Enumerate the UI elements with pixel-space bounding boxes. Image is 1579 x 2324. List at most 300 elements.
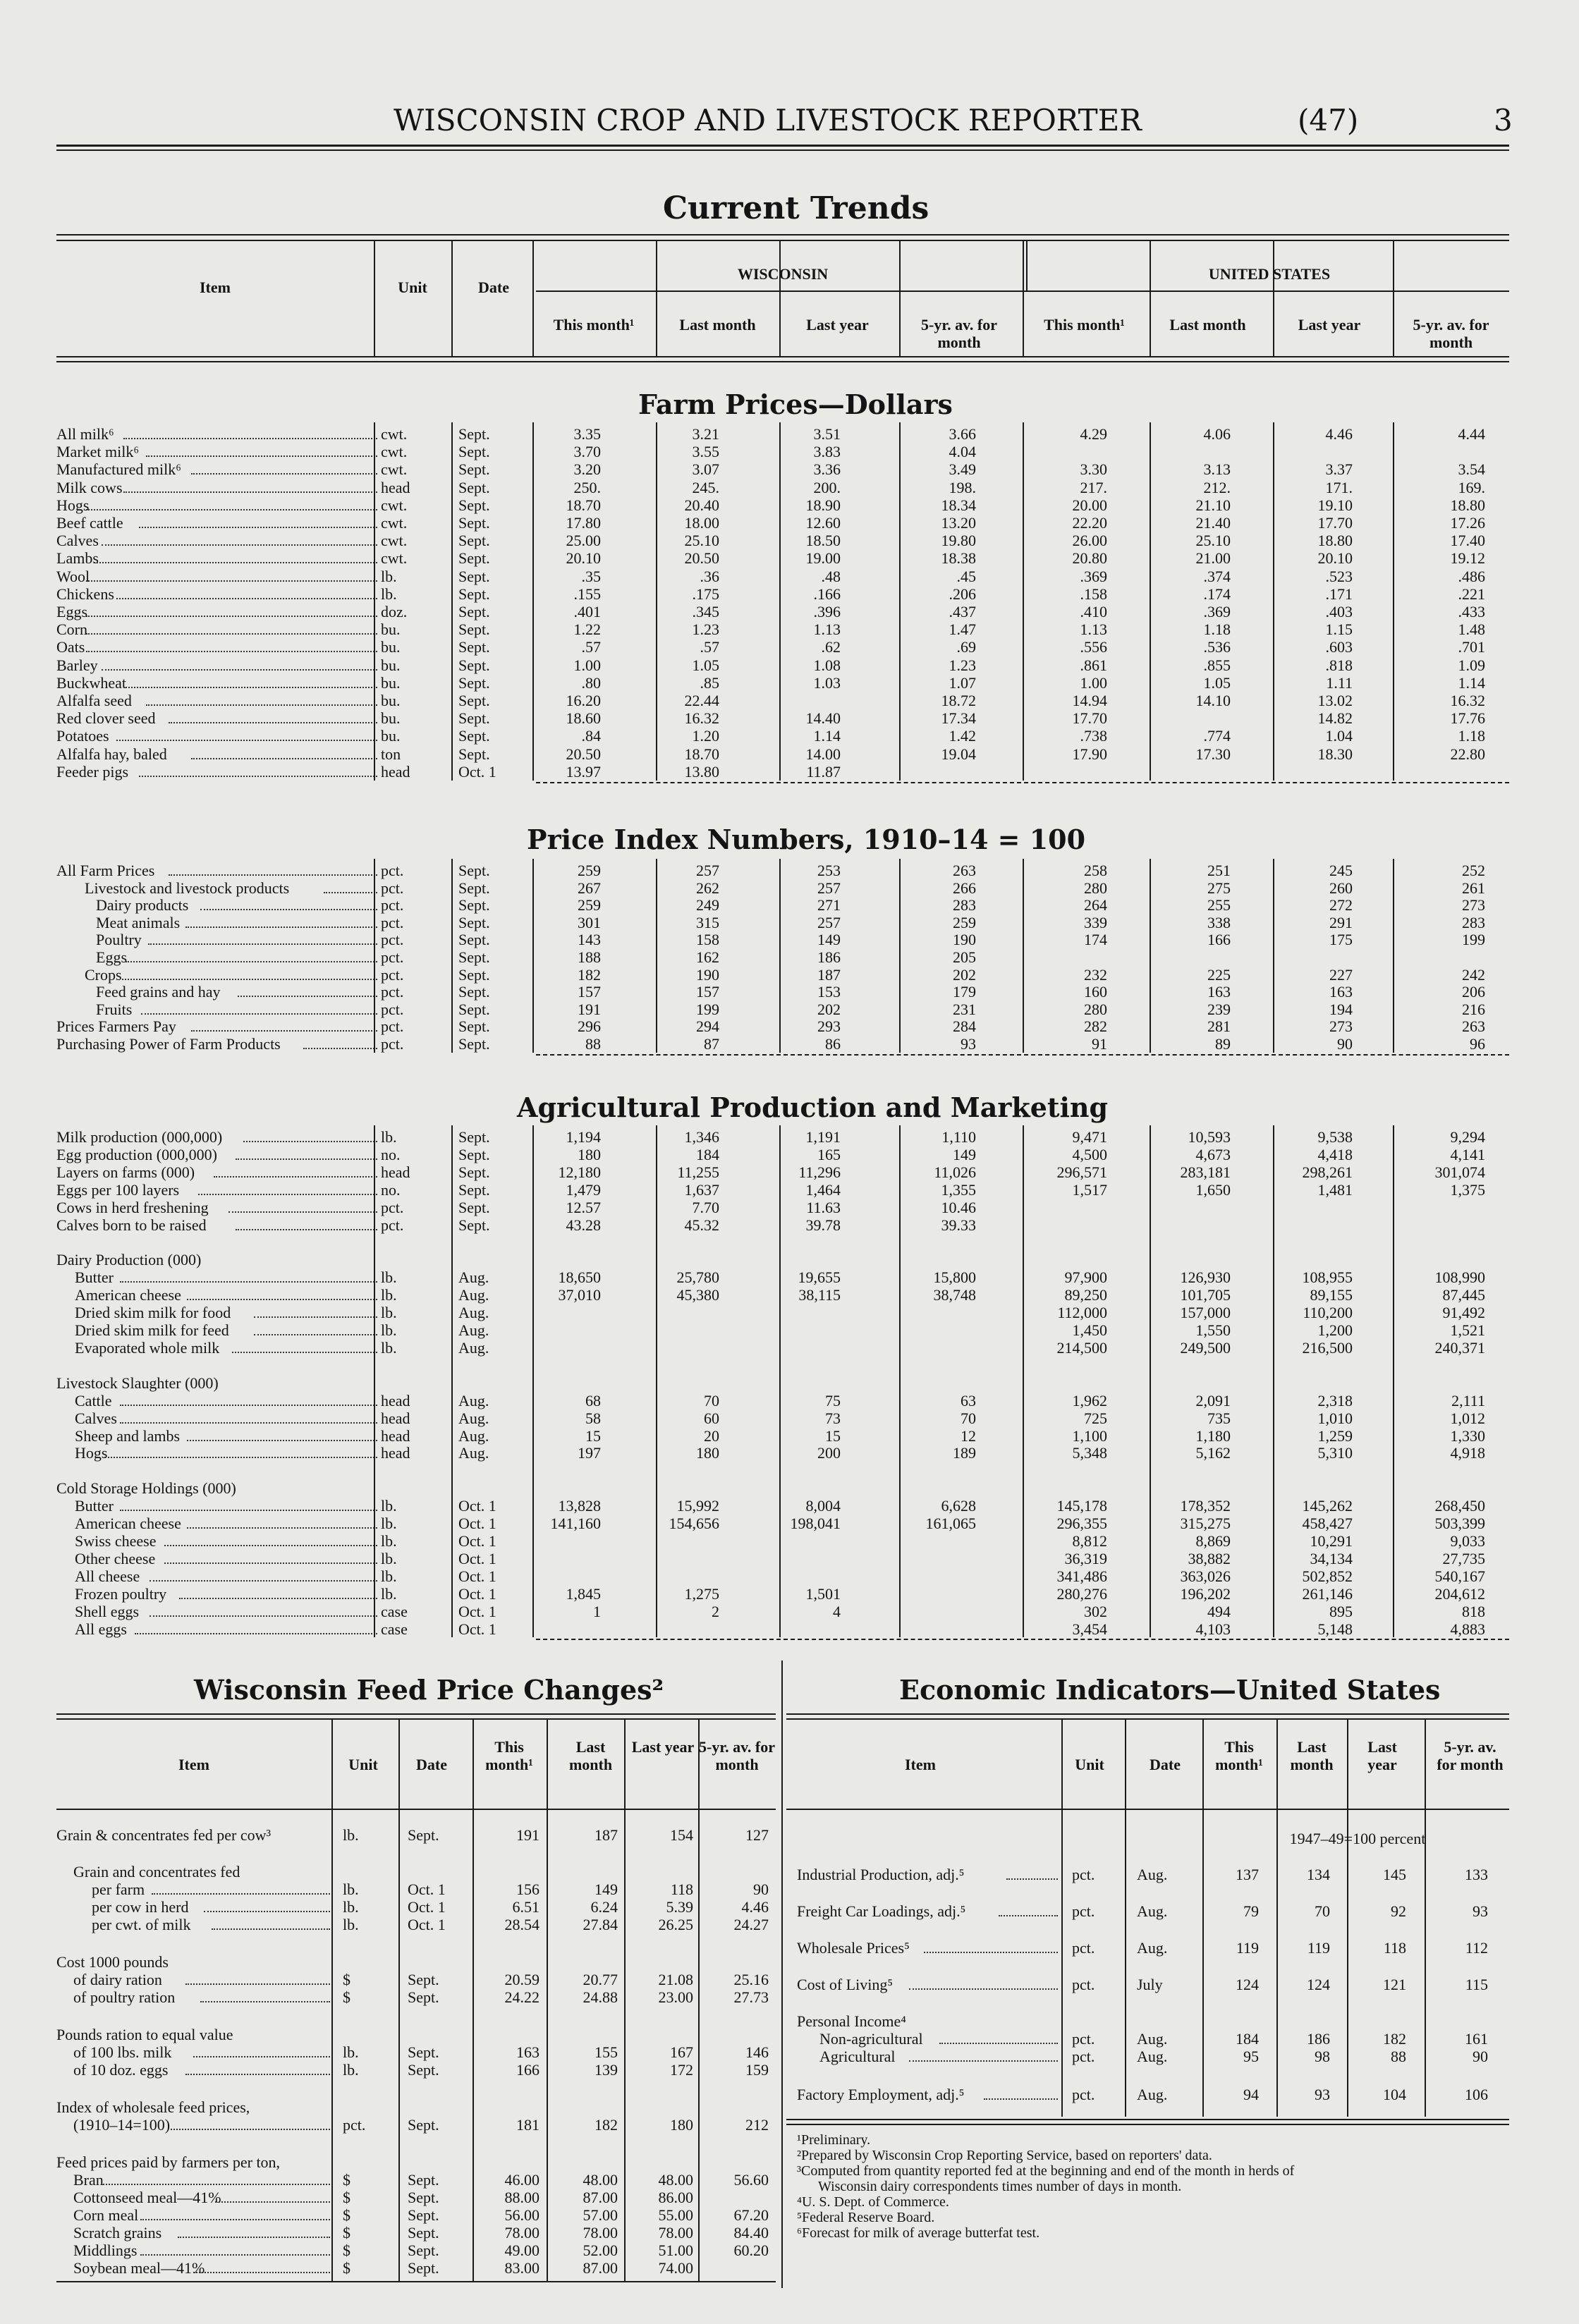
leader-dots bbox=[939, 2043, 1058, 2044]
row-value: 735 bbox=[1207, 1409, 1231, 1427]
row-date: Sept. bbox=[458, 496, 490, 514]
row-unit: lb. bbox=[381, 1497, 397, 1515]
row-value: 249,500 bbox=[1180, 1338, 1231, 1357]
leader-dots bbox=[164, 1545, 377, 1546]
rule bbox=[331, 1718, 333, 2281]
row-value: 68 bbox=[585, 1391, 601, 1409]
row-value: 20.50 bbox=[566, 745, 601, 763]
row-value: .48 bbox=[821, 567, 841, 585]
row-value: 149 bbox=[953, 1145, 976, 1163]
footnote: Wisconsin dairy correspondents times number of days in month. bbox=[818, 2179, 1182, 2194]
feed-row-label: Grain and concentrates fed bbox=[73, 1863, 240, 1880]
feed-row-date: Sept. bbox=[408, 2116, 439, 2134]
rule bbox=[374, 859, 375, 1053]
row-value: 22.20 bbox=[1072, 514, 1107, 532]
row-label: Butter bbox=[75, 1497, 114, 1515]
col-last-month: Last month bbox=[679, 316, 756, 334]
row-value: 3.13 bbox=[1203, 460, 1231, 479]
row-unit: pct. bbox=[381, 965, 404, 984]
feed-row-label: Index of wholesale feed prices, bbox=[56, 2098, 250, 2116]
row-value: 21.40 bbox=[1195, 514, 1231, 532]
row-value: 1,650 bbox=[1195, 1180, 1231, 1199]
row-value: 275 bbox=[1207, 879, 1231, 897]
row-date: Oct. 1 bbox=[458, 1497, 496, 1515]
row-value: 253 bbox=[817, 862, 841, 879]
feed-row-date: Sept. bbox=[408, 1988, 439, 2006]
feed-row-value: 21.08 bbox=[658, 1971, 693, 1988]
rule bbox=[536, 782, 1509, 783]
feed-row-label: of 100 lbs. milk bbox=[73, 2043, 172, 2061]
row-value: 17.70 bbox=[1072, 709, 1107, 728]
econ-col-header: 5-yr. av. for month bbox=[1437, 1738, 1504, 1774]
rule bbox=[451, 1125, 453, 1637]
row-value: .738 bbox=[1080, 727, 1107, 745]
econ-row-value: 119 bbox=[1236, 1939, 1259, 1957]
col-date: Date bbox=[478, 279, 509, 296]
row-value: 91 bbox=[1092, 1035, 1107, 1053]
row-value: .437 bbox=[949, 603, 976, 620]
row-value: 60 bbox=[704, 1409, 719, 1427]
row-value: 1,346 bbox=[684, 1128, 719, 1146]
econ-col-header: Unit bbox=[1075, 1756, 1104, 1773]
econ-row-value: 115 bbox=[1465, 1976, 1488, 1993]
row-label: Butter bbox=[75, 1268, 114, 1287]
row-value: 10,593 bbox=[1188, 1128, 1231, 1146]
rule bbox=[779, 422, 781, 781]
row-unit: lb. bbox=[381, 1549, 397, 1567]
rule bbox=[899, 1125, 901, 1637]
row-date: Sept. bbox=[458, 443, 490, 461]
row-value: 16.32 bbox=[1450, 692, 1485, 709]
row-value: 1,259 bbox=[1317, 1426, 1353, 1445]
row-value: .603 bbox=[1325, 638, 1353, 656]
row-value: 8,869 bbox=[1195, 1532, 1231, 1550]
row-value: .855 bbox=[1203, 656, 1231, 674]
leader-dots bbox=[179, 1598, 377, 1599]
rule bbox=[781, 1661, 783, 2288]
row-value: 494 bbox=[1207, 1602, 1231, 1620]
row-value: 502,852 bbox=[1302, 1567, 1353, 1585]
row-label: Livestock and livestock products bbox=[85, 879, 290, 897]
econ-row-date: Aug. bbox=[1137, 2086, 1168, 2103]
row-value: 257 bbox=[817, 879, 841, 897]
econ-row-value: 94 bbox=[1243, 2086, 1259, 2103]
row-value: 280 bbox=[1084, 1000, 1107, 1018]
row-value: 259 bbox=[578, 896, 601, 915]
row-value: 180 bbox=[696, 1444, 719, 1462]
row-unit: lb. bbox=[381, 1268, 397, 1287]
row-label: All Farm Prices bbox=[56, 862, 155, 879]
row-value: 225 bbox=[1207, 965, 1231, 984]
row-date: Oct. 1 bbox=[458, 1515, 496, 1533]
row-value: 273 bbox=[1329, 1017, 1353, 1036]
row-date: Oct. 1 bbox=[458, 1620, 496, 1638]
econ-row-unit: pct. bbox=[1072, 2030, 1095, 2048]
row-value: 161,065 bbox=[925, 1515, 976, 1533]
leader-dots bbox=[150, 1615, 377, 1617]
row-value: 1,330 bbox=[1450, 1426, 1485, 1445]
row-value: 257 bbox=[817, 913, 841, 931]
row-label: Fruits bbox=[96, 1000, 133, 1018]
econ-row-value: 106 bbox=[1465, 2086, 1488, 2103]
feed-row-value: 78.00 bbox=[583, 2224, 618, 2242]
row-value: 75 bbox=[825, 1391, 841, 1409]
row-label: Calves born to be raised bbox=[56, 1216, 207, 1234]
leader-dots bbox=[191, 758, 377, 759]
footnote: ⁵Federal Reserve Board. bbox=[797, 2210, 935, 2225]
leader-dots bbox=[94, 562, 377, 563]
rule bbox=[899, 422, 901, 781]
feed-row-value: 5.39 bbox=[666, 1898, 693, 1916]
row-value: 339 bbox=[1084, 913, 1107, 931]
row-value: 112,000 bbox=[1057, 1304, 1107, 1322]
row-unit: case bbox=[381, 1620, 408, 1638]
rule bbox=[1273, 1125, 1274, 1637]
econ-row-unit: pct. bbox=[1072, 1866, 1095, 1883]
row-value: 149 bbox=[817, 931, 841, 949]
row-date: Sept. bbox=[458, 656, 490, 674]
row-value: 18.30 bbox=[1317, 745, 1353, 763]
feed-row-value: 154 bbox=[670, 1826, 693, 1844]
row-date: Sept. bbox=[458, 478, 490, 496]
row-value: .158 bbox=[1080, 585, 1107, 603]
econ-col-header: Date bbox=[1150, 1756, 1181, 1773]
row-value: .401 bbox=[573, 603, 601, 620]
row-value: 258 bbox=[1084, 862, 1107, 879]
rule bbox=[374, 1125, 375, 1637]
row-unit: no. bbox=[381, 1145, 401, 1163]
row-value: 20.40 bbox=[684, 496, 719, 514]
row-unit: pct. bbox=[381, 931, 404, 949]
feed-row-value: 48.00 bbox=[583, 2171, 618, 2189]
leader-dots bbox=[120, 1510, 377, 1511]
rule bbox=[532, 1125, 534, 1637]
feed-col-header: 5-yr. av. for month bbox=[699, 1738, 775, 1774]
leader-dots bbox=[232, 1352, 377, 1353]
rule bbox=[1150, 859, 1151, 1053]
feed-row-value: 51.00 bbox=[658, 2242, 693, 2259]
row-value: 17.70 bbox=[1317, 514, 1353, 532]
econ-row-unit: pct. bbox=[1072, 1976, 1095, 1993]
row-value: 259 bbox=[578, 862, 601, 879]
row-label: Hogs bbox=[75, 1444, 108, 1462]
row-unit: case bbox=[381, 1602, 408, 1620]
row-value: .369 bbox=[1080, 567, 1107, 585]
row-value: 91,492 bbox=[1442, 1304, 1485, 1322]
row-value: 96 bbox=[1470, 1035, 1485, 1053]
leader-dots bbox=[924, 1952, 1058, 1953]
row-value: 9,471 bbox=[1072, 1128, 1107, 1146]
feed-row-value: 191 bbox=[516, 1826, 539, 1844]
rule bbox=[451, 422, 453, 781]
row-value: 18.60 bbox=[566, 709, 601, 728]
row-value: 6,628 bbox=[941, 1497, 976, 1515]
rule bbox=[1125, 1718, 1126, 2117]
row-value: 25,780 bbox=[676, 1268, 719, 1287]
feed-row-value: 52.00 bbox=[583, 2242, 618, 2259]
row-value: 4.29 bbox=[1080, 425, 1107, 443]
econ-row-value: 79 bbox=[1243, 1902, 1259, 1920]
row-value: 5,310 bbox=[1317, 1444, 1353, 1462]
row-value: .57 bbox=[581, 638, 601, 656]
feed-row-value: 88.00 bbox=[504, 2189, 539, 2206]
row-label: Purchasing Power of Farm Products bbox=[56, 1035, 281, 1053]
row-value: 160 bbox=[1084, 983, 1107, 1001]
row-date: Sept. bbox=[458, 948, 490, 966]
row-unit: lb. bbox=[381, 567, 397, 585]
feed-row-date: Sept. bbox=[408, 2242, 439, 2259]
row-value: 22.44 bbox=[684, 692, 719, 709]
leader-dots bbox=[324, 892, 377, 893]
row-unit: lb. bbox=[381, 1321, 397, 1339]
row-value: 126,930 bbox=[1180, 1268, 1231, 1287]
row-value: .171 bbox=[1325, 585, 1353, 603]
row-unit: bu. bbox=[381, 656, 401, 674]
leader-dots bbox=[185, 1983, 330, 1985]
row-date: Sept. bbox=[458, 709, 490, 728]
rule bbox=[786, 1713, 1509, 1715]
row-value: 39.78 bbox=[805, 1216, 841, 1234]
econ-col-header: Last month bbox=[1290, 1738, 1334, 1774]
econ-row-label: Non-agricultural bbox=[819, 2030, 923, 2048]
row-unit: lb. bbox=[381, 1338, 397, 1357]
econ-row-value: 104 bbox=[1383, 2086, 1406, 2103]
feed-row-unit: $ bbox=[343, 2242, 350, 2259]
row-value: 263 bbox=[1462, 1017, 1485, 1036]
row-value: 341,486 bbox=[1056, 1567, 1107, 1585]
row-value: 1,375 bbox=[1450, 1180, 1485, 1199]
leader-dots bbox=[178, 2237, 330, 2238]
econ-row-value: 121 bbox=[1383, 1976, 1406, 1993]
row-label: Milk cows bbox=[56, 478, 123, 496]
econ-row-date: Aug. bbox=[1137, 1939, 1168, 1957]
leader-dots bbox=[984, 2098, 1058, 2100]
row-value: 3,454 bbox=[1072, 1620, 1107, 1638]
row-value: 1,275 bbox=[684, 1584, 719, 1603]
row-value: 1.13 bbox=[1080, 620, 1107, 639]
row-label: Chickens bbox=[56, 585, 114, 603]
row-value: .57 bbox=[700, 638, 719, 656]
row-unit: pct. bbox=[381, 896, 404, 915]
feed-row-label: of dairy ration bbox=[73, 1971, 162, 1988]
row-label: American cheese bbox=[75, 1286, 181, 1304]
row-unit: lb. bbox=[381, 1304, 397, 1322]
row-label: Meat animals bbox=[96, 913, 181, 931]
row-value: 2,318 bbox=[1317, 1391, 1353, 1409]
row-value: 1,464 bbox=[805, 1180, 841, 1199]
row-value: 20.00 bbox=[1072, 496, 1107, 514]
feed-row-value: 48.00 bbox=[658, 2171, 693, 2189]
row-value: .85 bbox=[700, 673, 719, 692]
row-unit: pct. bbox=[381, 913, 404, 931]
row-value: .166 bbox=[813, 585, 841, 603]
row-value: 175 bbox=[1329, 931, 1353, 949]
footnote: ⁴U. S. Dept. of Commerce. bbox=[797, 2194, 949, 2210]
row-value: 2,111 bbox=[1451, 1391, 1485, 1409]
col-five-yr: 5-yr. av. for month bbox=[1413, 316, 1489, 352]
feed-row-value: 74.00 bbox=[658, 2259, 693, 2277]
row-value: 18.80 bbox=[1317, 532, 1353, 550]
econ-row-date: July bbox=[1137, 1976, 1163, 1993]
feed-row-date: Oct. 1 bbox=[408, 1916, 446, 1933]
econ-row-label: Wholesale Prices⁵ bbox=[797, 1939, 910, 1957]
feed-row-value: 24.88 bbox=[583, 1988, 618, 2006]
rule bbox=[1393, 241, 1394, 356]
rule bbox=[1061, 1718, 1063, 2117]
row-value: 145,178 bbox=[1056, 1497, 1107, 1515]
page-header-issue: (47) bbox=[1298, 103, 1359, 137]
row-label: Swiss cheese bbox=[75, 1532, 157, 1550]
econ-row-value: 184 bbox=[1236, 2030, 1259, 2048]
row-value: 15 bbox=[825, 1426, 841, 1445]
row-label: Beef cattle bbox=[56, 514, 123, 532]
row-unit: cwt. bbox=[381, 549, 408, 568]
feed-row-unit: $ bbox=[343, 2259, 350, 2277]
row-label: Dairy products bbox=[96, 896, 189, 915]
row-date: Oct. 1 bbox=[458, 1532, 496, 1550]
row-value: 261 bbox=[1462, 879, 1485, 897]
row-value: 13.02 bbox=[1317, 692, 1353, 709]
row-value: 70 bbox=[704, 1391, 719, 1409]
rule bbox=[1150, 241, 1151, 356]
econ-row-value: 124 bbox=[1307, 1976, 1330, 1993]
row-label: All eggs bbox=[75, 1620, 127, 1638]
row-unit: cwt. bbox=[381, 460, 408, 479]
feed-col-header: Last year bbox=[631, 1738, 695, 1756]
feed-row-unit: $ bbox=[343, 2189, 350, 2206]
feed-row-label: Soybean meal—41% bbox=[73, 2259, 205, 2277]
leader-dots bbox=[116, 740, 377, 741]
row-value: 190 bbox=[953, 931, 976, 949]
feed-row-value: 27.84 bbox=[583, 1916, 618, 1933]
row-value: 1.04 bbox=[1325, 727, 1353, 745]
leader-dots bbox=[123, 687, 377, 688]
row-value: 3.36 bbox=[813, 460, 841, 479]
row-label: Potatoes bbox=[56, 727, 109, 745]
row-value: 199 bbox=[696, 1000, 719, 1018]
row-value: 18.38 bbox=[941, 549, 976, 568]
row-value: 38,882 bbox=[1188, 1549, 1231, 1567]
row-label: Alfalfa seed bbox=[56, 692, 132, 709]
row-value: 3.07 bbox=[692, 460, 719, 479]
rule bbox=[786, 2124, 1509, 2125]
col-unit: Unit bbox=[398, 279, 427, 296]
row-unit: lb. bbox=[381, 1532, 397, 1550]
col-last-year: Last year bbox=[806, 316, 869, 334]
feed-row-value: 149 bbox=[595, 1880, 618, 1898]
row-value: 19,655 bbox=[798, 1268, 841, 1287]
rule bbox=[1273, 422, 1274, 781]
footnote: ³Computed from quantity reported fed at the beginning and end of the month in herds of bbox=[797, 2163, 1295, 2179]
feed-row-value: 155 bbox=[595, 2043, 618, 2061]
row-value: 25.10 bbox=[1195, 532, 1231, 550]
feed-row-value: 84.40 bbox=[733, 2224, 769, 2242]
row-date: Sept. bbox=[458, 567, 490, 585]
row-value: 301,074 bbox=[1434, 1163, 1485, 1181]
rule bbox=[451, 859, 453, 1053]
rule bbox=[656, 859, 657, 1053]
row-value: 206 bbox=[1462, 983, 1485, 1001]
feed-row-value: 187 bbox=[595, 1826, 618, 1844]
feed-row-value: 166 bbox=[516, 2061, 539, 2079]
row-value: 283 bbox=[953, 896, 976, 915]
row-value: 1,012 bbox=[1450, 1409, 1485, 1427]
row-value: 262 bbox=[696, 879, 719, 897]
row-value: 1.14 bbox=[813, 727, 841, 745]
row-value: 200 bbox=[817, 1444, 841, 1462]
feed-row-value: 156 bbox=[516, 1880, 539, 1898]
row-value: 73 bbox=[825, 1409, 841, 1427]
row-value: 89,155 bbox=[1310, 1286, 1353, 1304]
row-label: Feeder pigs bbox=[56, 762, 129, 781]
row-value: 169. bbox=[1458, 478, 1485, 496]
row-value: 191 bbox=[578, 1000, 601, 1018]
row-date: Sept. bbox=[458, 585, 490, 603]
feed-col-header: Last month bbox=[568, 1738, 613, 1774]
row-value: 7.70 bbox=[692, 1198, 719, 1216]
feed-row-label: of 10 doz. eggs bbox=[73, 2061, 169, 2079]
row-date: Aug. bbox=[458, 1338, 489, 1357]
econ-row-date: Aug. bbox=[1137, 1866, 1168, 1883]
row-value: 188 bbox=[578, 948, 601, 966]
feed-row-value: 212 bbox=[745, 2116, 769, 2134]
econ-row-value: 186 bbox=[1307, 2030, 1330, 2048]
row-value: 19.00 bbox=[805, 549, 841, 568]
row-value: 4,883 bbox=[1450, 1620, 1485, 1638]
econ-row-label: Freight Car Loadings, adj.⁵ bbox=[797, 1902, 966, 1920]
row-label: Alfalfa hay, baled bbox=[56, 745, 167, 763]
row-unit: no. bbox=[381, 1180, 401, 1199]
row-value: 4.06 bbox=[1203, 425, 1231, 443]
row-value: 260 bbox=[1329, 879, 1353, 897]
row-label: Cows in herd freshening bbox=[56, 1198, 209, 1216]
row-value: 19.10 bbox=[1317, 496, 1353, 514]
rule bbox=[56, 1713, 776, 1715]
page-header-title: WISCONSIN CROP AND LIVESTOCK REPORTER bbox=[394, 103, 1142, 137]
row-value: 4.46 bbox=[1325, 425, 1353, 443]
feed-row-label: Middlings bbox=[73, 2242, 138, 2259]
rule bbox=[1273, 859, 1274, 1053]
row-value: .818 bbox=[1325, 656, 1353, 674]
leader-dots bbox=[187, 1440, 377, 1441]
row-value: 11,255 bbox=[677, 1163, 719, 1181]
row-value: 200. bbox=[813, 478, 841, 496]
row-label: Lambs bbox=[56, 549, 99, 568]
feed-row-unit: lb. bbox=[343, 2043, 359, 2061]
row-value: .396 bbox=[813, 603, 841, 620]
row-value: 158 bbox=[696, 931, 719, 949]
row-value: 178,352 bbox=[1180, 1497, 1231, 1515]
row-unit: cwt. bbox=[381, 514, 408, 532]
row-value: 280,276 bbox=[1056, 1584, 1107, 1603]
leader-dots bbox=[200, 2001, 330, 2002]
rule bbox=[779, 1125, 781, 1637]
row-value: 9,033 bbox=[1450, 1532, 1485, 1550]
row-value: 1.14 bbox=[1458, 673, 1485, 692]
econ-row-value: 95 bbox=[1243, 2048, 1259, 2065]
feed-row-date: Oct. 1 bbox=[408, 1880, 446, 1898]
row-label: Eggs bbox=[96, 948, 127, 966]
row-value: 1,550 bbox=[1195, 1321, 1231, 1339]
feed-row-value: 28.54 bbox=[504, 1916, 539, 1933]
row-value: 5,348 bbox=[1072, 1444, 1107, 1462]
row-value: 214,500 bbox=[1056, 1338, 1107, 1357]
feed-row-value: 180 bbox=[670, 2116, 693, 2134]
row-value: 89,250 bbox=[1064, 1286, 1107, 1304]
row-value: 266 bbox=[953, 879, 976, 897]
rule bbox=[56, 1718, 776, 1720]
row-unit: bu. bbox=[381, 620, 401, 639]
